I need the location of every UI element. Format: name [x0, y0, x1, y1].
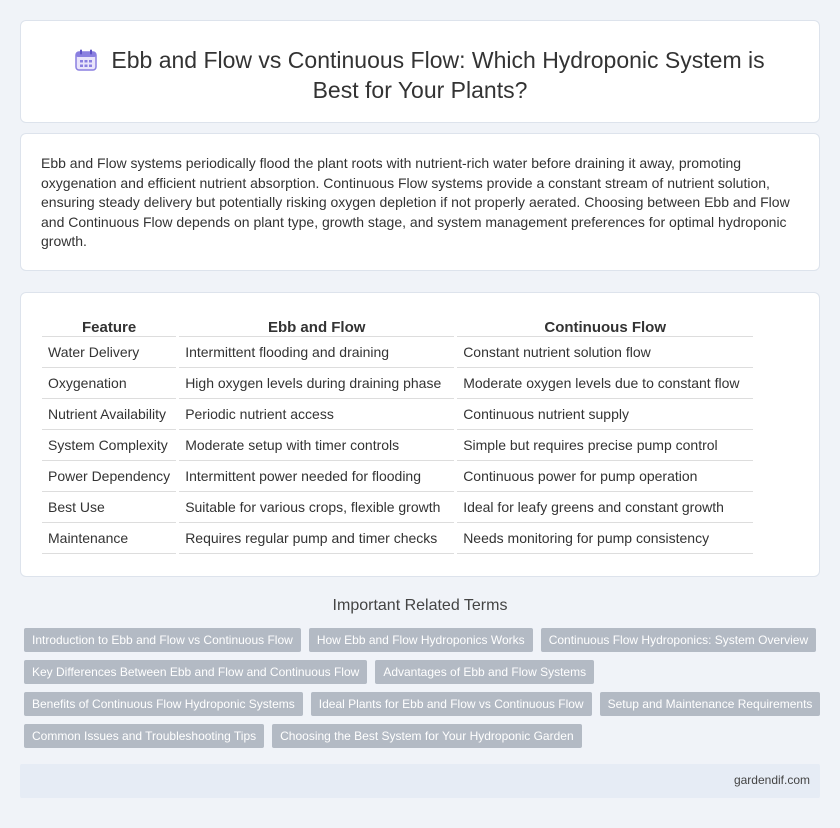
related-term-tag[interactable]: Introduction to Ebb and Flow vs Continuous Flow [24, 628, 301, 652]
table-row [42, 492, 753, 523]
table-row [42, 399, 753, 430]
continuous-flow-cell: Constant nutrient solution flow [457, 337, 753, 368]
related-term-tag[interactable]: Benefits of Continuous Flow Hydroponic Systems [24, 692, 303, 716]
related-term-tag[interactable]: Setup and Maintenance Requirements [600, 692, 821, 716]
feature-cell: System Complexity [42, 430, 176, 461]
related-term-tag[interactable]: Key Differences Between Ebb and Flow and Continuous Flow [24, 660, 367, 684]
ebb-flow-cell: Moderate setup with timer controls [179, 430, 454, 461]
ebb-flow-cell: High oxygen levels during draining phase [179, 368, 454, 399]
ebb-flow-cell: Intermittent flooding and draining [179, 337, 454, 368]
table-row [42, 368, 753, 399]
continuous-flow-cell: Needs monitoring for pump consistency [457, 523, 753, 554]
ebb-flow-cell: Intermittent power needed for flooding [179, 461, 454, 492]
feature-cell: Nutrient Availability [42, 399, 176, 430]
continuous-flow-cell: Moderate oxygen levels due to constant flow [457, 368, 753, 399]
continuous-flow-cell: Ideal for leafy greens and constant growth [457, 492, 753, 523]
ebb-flow-cell: Periodic nutrient access [179, 399, 454, 430]
continuous-flow-cell: Simple but requires precise pump control [457, 430, 753, 461]
header-ebb-and-flow: Ebb and Flow [179, 313, 454, 337]
continuous-flow-cell: Continuous power for pump operation [457, 461, 753, 492]
related-term-tag[interactable]: Advantages of Ebb and Flow Systems [375, 660, 594, 684]
ebb-flow-cell: Suitable for various crops, flexible growth [179, 492, 454, 523]
table-row [42, 523, 753, 554]
related-term-tag[interactable]: How Ebb and Flow Hydroponics Works [309, 628, 533, 652]
related-term-tag[interactable]: Common Issues and Troubleshooting Tips [24, 724, 264, 748]
intro-card [20, 133, 820, 271]
feature-cell: Maintenance [42, 523, 176, 554]
title-card [20, 20, 820, 123]
table-row [42, 430, 753, 461]
table-row [42, 461, 753, 492]
related-terms-title: Important Related Terms [332, 597, 508, 614]
feature-cell: Power Dependency [42, 461, 176, 492]
page-title: Ebb and Flow vs Continuous Flow: Which Hydroponic System is Best for Your Plants? [111, 47, 765, 103]
header-feature: Feature [42, 313, 176, 337]
calendar-icon [75, 49, 97, 71]
feature-cell: Best Use [42, 492, 176, 523]
related-term-tag[interactable]: Ideal Plants for Ebb and Flow vs Continuous Flow [311, 692, 592, 716]
table-row [42, 337, 753, 368]
related-term-tag[interactable]: Choosing the Best System for Your Hydroponic Garden [272, 724, 582, 748]
feature-cell: Water Delivery [42, 337, 176, 368]
comparison-table [42, 313, 753, 554]
related-term-tag[interactable]: Continuous Flow Hydroponics: System Overview [541, 628, 816, 652]
intro-paragraph: Ebb and Flow systems periodically flood the plant roots with nutrient-rich water before draining it away, promoting oxygenation and efficient nutrient absorption. Continuous Flow systems provide a constant stream of nutrient solution, ensuring steady delivery but potentially risking oxygen depletion if not properly aerated. Choosing between Ebb and Flow and Continuous Flow depends on plant type, growth stage, and system management preferences for optimal hydroponic growth. [41, 155, 790, 249]
header-continuous-flow: Continuous Flow [457, 313, 753, 337]
table-header-row [42, 313, 753, 337]
related-terms-list [24, 628, 824, 748]
footer-site-link[interactable]: gardendif.com [733, 773, 810, 787]
footer [20, 764, 820, 798]
feature-cell: Oxygenation [42, 368, 176, 399]
ebb-flow-cell: Requires regular pump and timer checks [179, 523, 454, 554]
page-title-wrap [21, 45, 819, 105]
continuous-flow-cell: Continuous nutrient supply [457, 399, 753, 430]
